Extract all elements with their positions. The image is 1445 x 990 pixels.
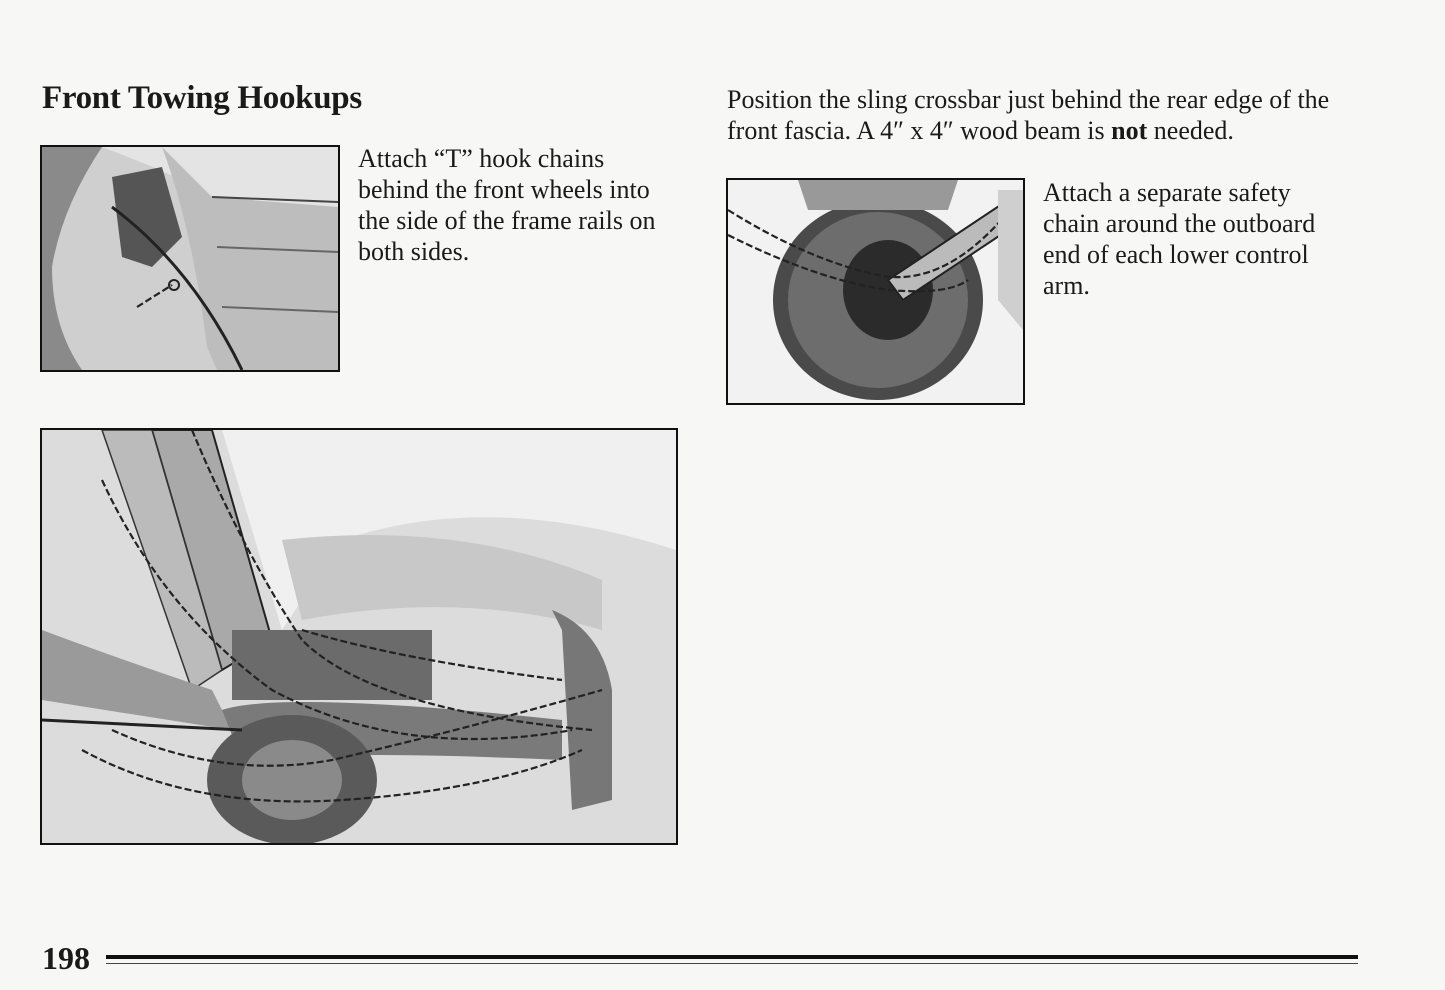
safety-chain-illustration (726, 178, 1025, 405)
emphasis-not: not (1111, 116, 1148, 145)
front-chains-illustration (40, 428, 678, 845)
paragraph-safety-chain: Attach a separate safety chain around the outboard end of each lower control arm. (1043, 178, 1316, 300)
t-hook-illustration (40, 145, 340, 372)
sling-text-end: needed. (1147, 116, 1234, 145)
footer-rule-thin (106, 963, 1358, 964)
paragraph-sling-crossbar (727, 84, 1367, 146)
sling-text-start: Position the sling crossbar just behind the rear edge of the front fascia. A 4″ x 4″ wood beam is (727, 85, 1330, 145)
section-heading: Front Towing Hookups (42, 80, 362, 116)
paragraph-t-hook: Attach “T” hook chains behind the front wheels into the side of the frame rails on both sides. (358, 144, 656, 266)
footer-rule (106, 955, 1358, 959)
page-number: 198 (42, 940, 90, 976)
